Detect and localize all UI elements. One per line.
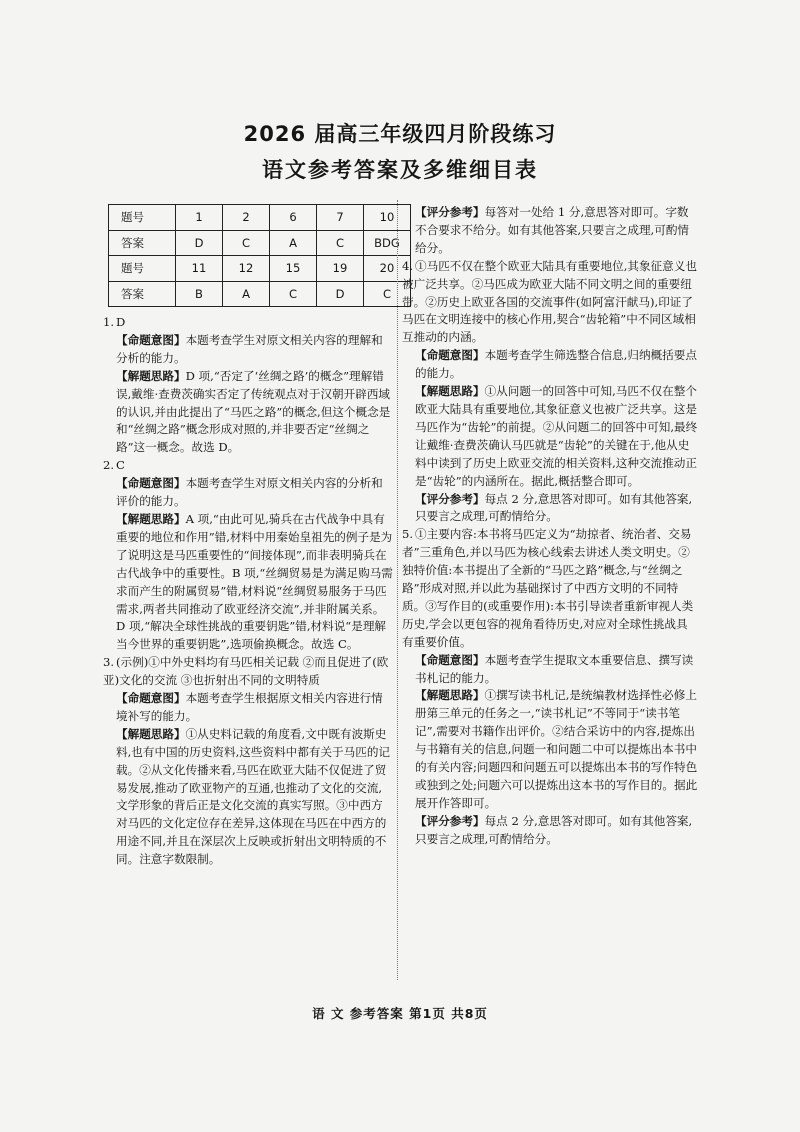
table-cell: B <box>176 281 223 307</box>
explanation-text: 本题考查学生提取文本重要信息、撰写读书札记的能力。 <box>415 652 694 685</box>
column-divider <box>397 200 398 980</box>
question-item <box>103 654 393 690</box>
table-row <box>109 256 411 282</box>
explanation-paragraph <box>402 383 698 490</box>
explanation-paragraph <box>103 726 393 869</box>
explanation-text: 本题考查学生对原文相关内容的理解和分析的能力。 <box>116 332 383 365</box>
explanation-text: 每答对一处给 1 分,意思答对即可。字数不合要求不给分。如有其他答案,只要言之成理,可酌情给分。 <box>415 205 690 255</box>
section-tag: 【解题思路】 <box>415 384 485 399</box>
section-tag: 【解题思路】 <box>116 368 186 383</box>
explanation-text: ①撰写读书札记,是统编教材选择性必修上册第三单元的任务之一,“读书札记”不等同于“读书笔记”,需要对书籍作出评价。②结合采访中的内容,提炼出与书籍有关的信息,问题一和问题二中可以提炼出本书中的有关内容;问题四和问题五可以提炼出本书的写作特色或独到之处;问题六可以提炼出这本书的写作目的。据此展开作答即可。 <box>415 688 698 810</box>
explanation-text: D 项,“否定了‘丝绸之路’的概念”理解错误,戴维·查费茨确实否定了传统观点对于汉朝开辟西域的认识,并由此提出了“马匹之路”的概念,但这个概念是和“丝绸之路”概念形成对照的,并非要否定“丝绸之路”这一概念。故选 D。 <box>116 368 391 455</box>
explanation-text: 本题考查学生根据原文相关内容进行情境补写的能力。 <box>116 691 383 723</box>
table-cell: 答案 <box>109 230 176 256</box>
explanation-text: 每点 2 分,意思答对即可。如有其他答案,只要言之成理,可酌情给分。 <box>415 491 693 524</box>
explanation-paragraph <box>402 491 698 527</box>
explanation-paragraph <box>402 204 698 258</box>
answer-table <box>108 204 411 307</box>
section-tag: 【评分参考】 <box>415 205 485 219</box>
table-cell: 11 <box>176 256 223 282</box>
table-cell: 12 <box>223 256 270 282</box>
explanation-text: ①从史料记载的角度看,文中既有波斯史料,也有中国的历史资料,这些资料中都有关于马匹的记载。②从文化传播来看,马匹在欧亚大陆不仅促进了贸易发展,推动了欧亚物产的互通,也推动了文化的交流,文学形象的背后正是文化交流的真实写照。③中西方对马匹的文化定位存在差异,这体现在马匹在中西方的用途不同,并且在深层次上反映或折射出文明特质的不同。注意字数限制。 <box>116 726 391 867</box>
table-cell: 15 <box>270 256 317 282</box>
question-item <box>402 526 698 651</box>
answer-text: (示例)①中外史料均有马匹相关记载 ②而且促进了(欧亚)文化的交流 ③也折射出不同的文明特质 <box>103 655 389 688</box>
question-number: 3. <box>103 655 115 670</box>
explanation-paragraph <box>103 368 393 458</box>
section-tag: 【命题意图】 <box>415 348 485 363</box>
question-number: 1. <box>103 315 115 329</box>
doc-subtitle: 语文参考答案及多维细目表 <box>262 158 538 182</box>
table-cell: 20 <box>364 256 411 282</box>
right-column <box>402 204 698 849</box>
explanation-text: 本题考查学生筛选整合信息,归纳概括要点的能力。 <box>415 348 697 381</box>
section-tag: 【命题意图】 <box>116 332 186 347</box>
explanation-paragraph <box>103 690 393 726</box>
section-tag: 【解题思路】 <box>116 726 186 741</box>
table-cell: 1 <box>176 205 223 231</box>
explanation-paragraph <box>103 511 393 654</box>
explanation-paragraph <box>103 475 393 511</box>
explanation-paragraph <box>402 347 698 383</box>
table-cell: A <box>270 230 317 256</box>
question-item <box>402 258 698 348</box>
table-cell: C <box>223 230 270 256</box>
explanation-paragraph <box>103 332 393 368</box>
table-cell: D <box>176 230 223 256</box>
table-cell: 题号 <box>109 256 176 282</box>
question-number: 5. <box>402 527 414 542</box>
table-row <box>109 230 411 256</box>
left-column <box>103 314 393 869</box>
section-tag: 【解题思路】 <box>415 688 485 703</box>
table-cell: BDG <box>364 230 411 256</box>
table-row <box>109 205 411 231</box>
section-tag: 【评分参考】 <box>415 491 485 506</box>
question-number: 4. <box>402 258 414 273</box>
explanation-text: A 项,“由此可见,骑兵在古代战争中具有重要的地位和作用”错,材料中用秦始皇祖先的例子是为了说明这是马匹重要性的“间接体现”,而非表明骑兵在古代战争中的重要性。B 项,“丝绸贸易是为满足购马需求而产生的附属贸易”错,材料说“丝绸贸易服务于马匹需求,两者共同推动了欧亚经济交流”,并非附属关系。D 项,“解决全球性挑战的重要钥匙”错,材料说“是理解当今世界的重要钥匙”,选项偷换概念。故选 C。 <box>116 511 393 652</box>
explanation-paragraph <box>402 813 698 849</box>
section-tag: 【命题意图】 <box>415 652 485 667</box>
table-row <box>109 281 411 307</box>
section-tag: 【命题意图】 <box>116 476 186 491</box>
table-cell: 6 <box>270 205 317 231</box>
table-cell: C <box>317 230 364 256</box>
section-tag: 【命题意图】 <box>116 691 186 706</box>
table-cell: A <box>223 281 270 307</box>
answer-text: ①马匹不仅在整个欧亚大陆具有重要地位,其象征意义也被广泛共享。②马匹成为欧亚大陆不同文明之间的重要纽带。②历史上欧亚各国的交流事件(如阿富汗献马),印证了马匹在文明连接中的核心作用,契合“齿轮箱”中不同区域相互推动的内涵。 <box>402 258 697 345</box>
doc-title: 2026 届高三年级四月阶段练习 <box>243 122 557 146</box>
section-tag: 【解题思路】 <box>116 511 186 526</box>
question-item <box>103 314 393 332</box>
answer-text: ①主要内容:本书将马匹定义为“劫掠者、统治者、交易者”三重角色,并以马匹为核心线索去讲述人类文明史。②独特价值:本书提出了全新的“马匹之路”概念,与“丝绸之路”形成对照,并以此为基础探讨了中西方文明的不同特质。③写作目的(或重要作用):本书引导读者重新审视人类历史,学会以更包容的视角看待历史,对应对全球性挑战具有重要价值。 <box>402 527 694 649</box>
section-tag: 【评分参考】 <box>415 813 485 828</box>
table-cell: 2 <box>223 205 270 231</box>
table-cell: C <box>364 281 411 307</box>
explanation-text: ①从问题一的回答中可知,马匹不仅在整个欧亚大陆具有重要地位,其象征意义也被广泛共享。这是马匹作为“齿轮”的前提。②从问题二的回答中可知,最终让戴维·查费茨确认马匹就是“齿轮”的关键在于,他从史料中读到了历史上欧亚交流的相关资料,这种交流推动正是“齿轮”的内涵所在。据此,概括整合即可。 <box>415 384 698 488</box>
answer-text: D <box>116 315 126 329</box>
table-cell: 10 <box>364 205 411 231</box>
page-footer: 语 文 参考答案 第1页 共8页 <box>312 1006 488 1021</box>
explanation-paragraph <box>402 652 698 688</box>
table-cell: 题号 <box>109 205 176 231</box>
table-cell: 19 <box>317 256 364 282</box>
explanation-text: 每点 2 分,意思答对即可。如有其他答案,只要言之成理,可酌情给分。 <box>415 813 693 846</box>
table-cell: 答案 <box>109 281 176 307</box>
question-item <box>103 457 393 475</box>
explanation-text: 本题考查学生对原文相关内容的分析和评价的能力。 <box>116 476 383 509</box>
answer-text: C <box>116 458 125 473</box>
table-cell: C <box>270 281 317 307</box>
explanation-paragraph <box>402 687 698 812</box>
table-cell: D <box>317 281 364 307</box>
question-number: 2. <box>103 458 115 473</box>
table-cell: 7 <box>317 205 364 231</box>
